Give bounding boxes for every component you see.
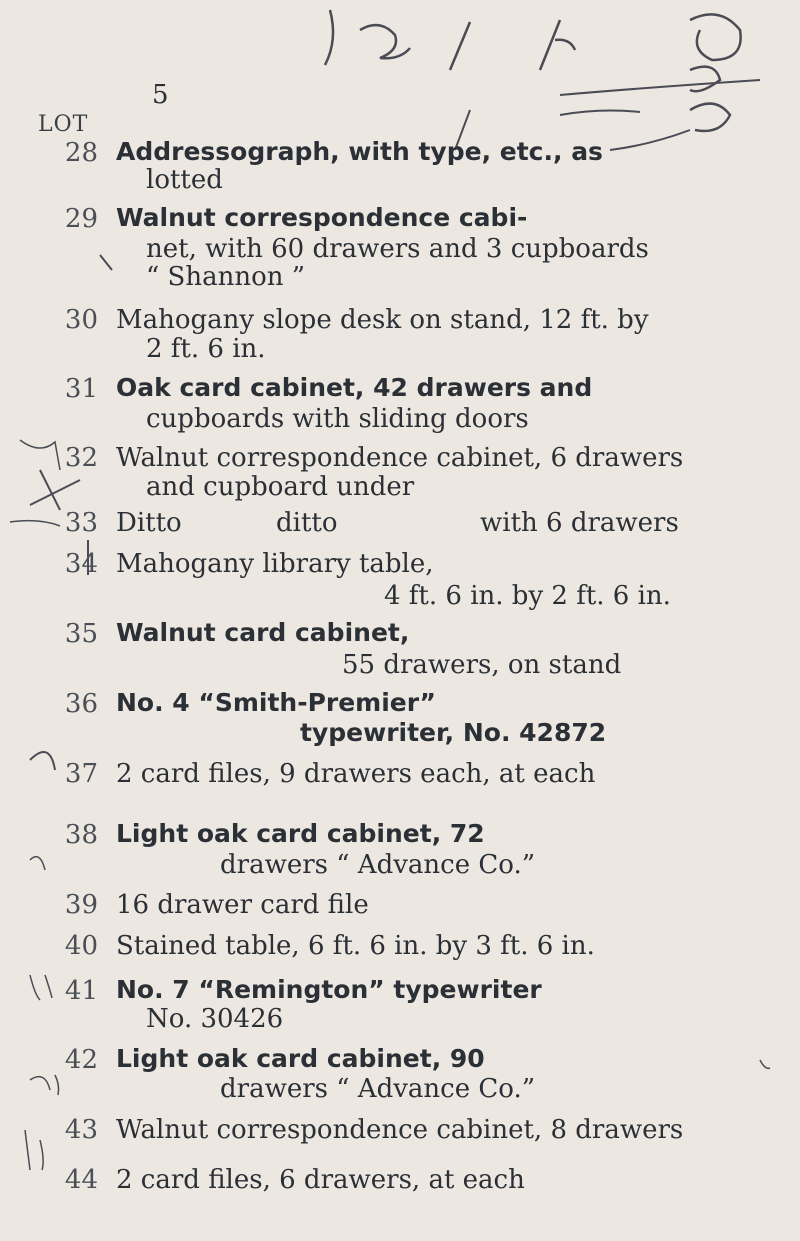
lot-description-line: 2 ft. 6 in. <box>146 334 266 364</box>
lot-number: 34 <box>64 549 98 579</box>
lot-number: 33 <box>64 508 98 538</box>
lot-number: 40 <box>64 931 98 961</box>
lot-description-line: Mahogany library table, <box>116 549 434 579</box>
lot-description-line: Ditto <box>116 508 182 538</box>
lot-number: 31 <box>64 374 98 404</box>
lot-number: 29 <box>64 204 98 234</box>
lot-description-line: “ Shannon ” <box>146 262 306 292</box>
lot-description-line: drawers “ Advance Co.” <box>220 850 536 880</box>
lot-description-line: typewriter, No. 42872 <box>300 718 607 747</box>
lot-number: 36 <box>64 689 98 719</box>
lot-description-line: net, with 60 drawers and 3 cupboards <box>146 234 649 264</box>
page-number: 5 <box>152 80 169 110</box>
lot-description-line: Walnut card cabinet, <box>116 618 410 647</box>
lot-description-line: Oak card cabinet, 42 drawers and <box>116 373 593 402</box>
lot-description-line: and cupboard under <box>146 472 415 502</box>
lot-description-line: 55 drawers, on stand <box>342 650 622 680</box>
lot-description-line: 2 card files, 9 drawers each, at each <box>116 759 596 789</box>
lot-description-line: drawers “ Advance Co.” <box>220 1074 536 1104</box>
lot-number: 41 <box>64 976 98 1006</box>
lot-number: 32 <box>64 443 98 473</box>
lot-description-line: No. 7 “Remington” typewriter <box>116 975 542 1004</box>
lot-number: 42 <box>64 1045 98 1075</box>
lot-description-line: Light oak card cabinet, 90 <box>116 1044 485 1073</box>
lot-description-line: ditto <box>276 508 338 538</box>
lot-number: 38 <box>64 820 98 850</box>
lot-number: 35 <box>64 619 98 649</box>
lot-description-line: Walnut correspondence cabinet, 6 drawers <box>116 443 684 473</box>
lot-description-line: Mahogany slope desk on stand, 12 ft. by <box>116 305 649 335</box>
lot-description-line: Stained table, 6 ft. 6 in. by 3 ft. 6 in. <box>116 931 595 961</box>
lot-number: 39 <box>64 890 98 920</box>
lot-description-line: Walnut correspondence cabi- <box>116 203 528 232</box>
lot-number: 44 <box>64 1165 98 1195</box>
lot-description-line: Walnut correspondence cabinet, 8 drawers <box>116 1115 684 1145</box>
lot-description-line: Addressograph, with type, etc., as <box>116 137 603 166</box>
lot-number: 30 <box>64 305 98 335</box>
lot-description-line: lotted <box>146 165 223 195</box>
lot-description-line: 4 ft. 6 in. by 2 ft. 6 in. <box>384 581 671 611</box>
lot-number: 28 <box>64 138 98 168</box>
lot-description-line: with 6 drawers <box>480 508 679 538</box>
lot-number: 37 <box>64 759 98 789</box>
lot-description-line: cupboards with sliding doors <box>146 404 529 434</box>
lot-number: 43 <box>64 1115 98 1145</box>
lot-description-line: No. 30426 <box>146 1004 284 1034</box>
lot-column-header: LOT <box>38 112 89 137</box>
lot-description-line: 16 drawer card file <box>116 890 369 920</box>
lot-description-line: No. 4 “Smith-Premier” <box>116 688 436 717</box>
lot-description-line: Light oak card cabinet, 72 <box>116 819 485 848</box>
lot-description-line: 2 card files, 6 drawers, at each <box>116 1165 525 1195</box>
